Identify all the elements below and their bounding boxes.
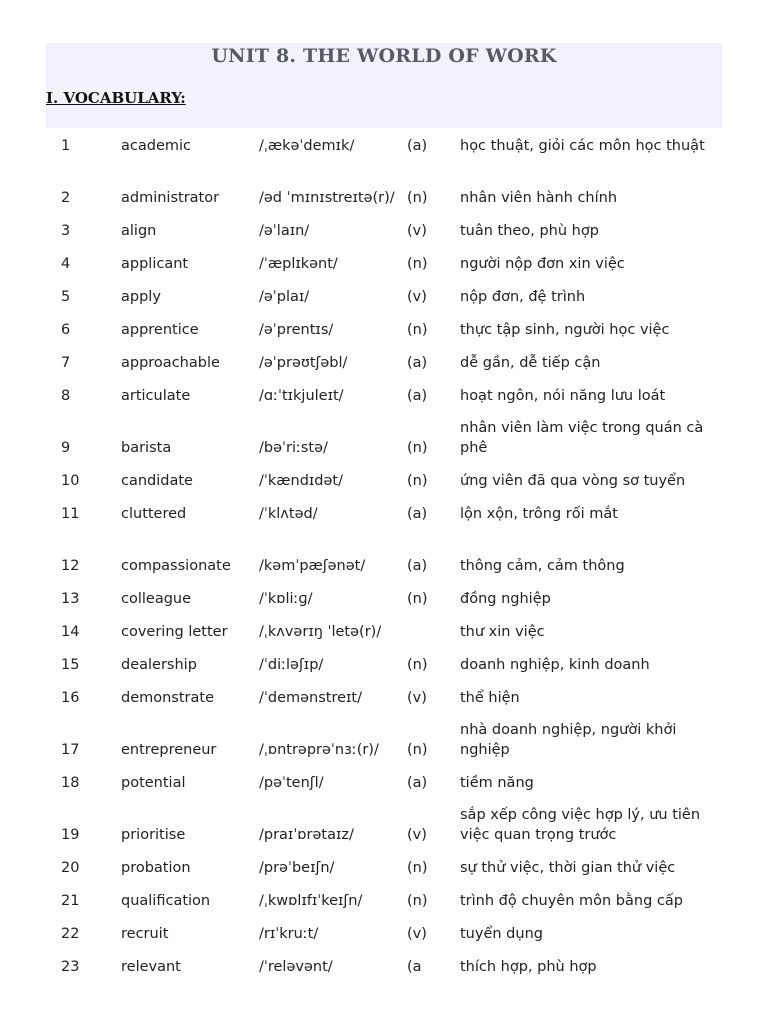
part-of-speech: (v) [407,289,427,305]
part-of-speech: (v) [407,690,427,706]
vietnamese-meaning: tuyển dụng [460,926,543,942]
table-row [0,377,768,410]
row-number: 13 [61,591,80,607]
part-of-speech: (n) [407,742,428,758]
vocab-word: relevant [121,959,181,975]
part-of-speech: (a) [407,775,428,791]
vietnamese-meaning: đồng nghiệp [460,591,551,607]
table-row [0,495,768,528]
table-row [0,344,768,377]
table-row [0,245,768,278]
vocab-word: administrator [121,190,220,206]
part-of-speech: (a) [407,558,428,574]
part-of-speech: (n) [407,440,428,456]
vietnamese-meaning: thích hợp, phù hợp [460,959,597,975]
row-number: 11 [61,506,80,522]
row-number: 17 [61,742,80,758]
vocab-word: colleague [121,591,192,607]
table-row [0,462,768,495]
part-of-speech: (n) [407,657,428,673]
pronunciation: /bəˈriːstə/ [259,440,328,456]
part-of-speech: (a) [407,506,428,522]
vietnamese-meaning: dễ gần, dễ tiếp cận [460,355,601,371]
table-row [0,528,768,580]
vietnamese-meaning: sắp xếp công việc hợp lý, ưu tiên việc quan trọng trước [460,807,701,843]
table-row [0,613,768,646]
part-of-speech: (n) [407,860,428,876]
vocab-word: compassionate [121,558,231,574]
part-of-speech: (v) [407,223,427,239]
table-row [0,915,768,948]
vocab-word: probation [121,860,191,876]
vietnamese-meaning: thư xin việc [460,624,545,640]
pronunciation: /prəˈbeɪʃn/ [259,860,335,876]
row-number: 3 [61,223,71,239]
part-of-speech: (n) [407,190,428,206]
vocab-word: cluttered [121,506,187,522]
vocab-word: apply [121,289,161,305]
vocab-word: covering letter [121,624,228,640]
pronunciation: /əˈplaɪ/ [259,289,310,305]
row-number: 7 [61,355,71,371]
table-row [0,948,768,981]
pronunciation: /ˌkwɒlɪfɪˈkeɪʃn/ [259,893,363,909]
table-row [0,410,768,462]
pronunciation: /ˌkʌvərɪŋ ˈletə(r)/ [259,624,382,640]
row-number: 20 [61,860,80,876]
row-number: 23 [61,959,80,975]
row-number: 4 [61,256,71,272]
pronunciation: /əˈprentɪs/ [259,322,334,338]
part-of-speech: (a) [407,138,428,154]
part-of-speech: (a [407,959,422,975]
row-number: 14 [61,624,80,640]
pronunciation: /ˌɒntrəprəˈnɜː(r)/ [259,742,379,758]
table-row [0,160,768,212]
pronunciation: /əd ˈmɪnɪstreɪtə(r)/ [259,190,395,206]
vocab-word: demonstrate [121,690,215,706]
row-number: 21 [61,893,80,909]
table-row [0,646,768,679]
table-row [0,764,768,797]
part-of-speech: (n) [407,256,428,272]
pronunciation: /ɑːˈtɪkjuleɪt/ [259,388,344,404]
pronunciation: /ˈæplɪkənt/ [259,256,338,272]
vietnamese-meaning: hoạt ngôn, nói năng lưu loát [460,388,666,404]
vietnamese-meaning: nhân viên hành chính [460,190,618,206]
row-number: 16 [61,690,80,706]
vocab-word: align [121,223,157,239]
part-of-speech: (v) [407,926,427,942]
pronunciation: /kəmˈpæʃənət/ [259,558,366,574]
pronunciation: /ˈklʌtəd/ [259,506,318,522]
table-row [0,679,768,712]
pronunciation: /rɪˈkruːt/ [259,926,319,942]
pronunciation: /pəˈtenʃl/ [259,775,324,791]
part-of-speech: (n) [407,322,428,338]
vietnamese-meaning: sự thử việc, thời gian thử việc [460,860,676,876]
row-number: 5 [61,289,71,305]
vocab-word: recruit [121,926,169,942]
vietnamese-meaning: tuân theo, phù hợp [460,223,599,239]
table-row [0,278,768,311]
vietnamese-meaning: thông cảm, cảm thông [460,558,625,574]
section-heading: I. VOCABULARY: [46,89,186,107]
pronunciation: /əˈlaɪn/ [259,223,310,239]
pronunciation: /ˌækəˈdemɪk/ [259,138,355,154]
table-row [0,712,768,764]
row-number: 9 [61,440,71,456]
row-number: 18 [61,775,80,791]
vocabulary-table [0,128,768,981]
vocab-word: dealership [121,657,197,673]
part-of-speech: (n) [407,473,428,489]
table-row [0,580,768,613]
vietnamese-meaning: lộn xộn, trông rối mắt [460,506,618,522]
vocab-word: barista [121,440,172,456]
vocab-word: approachable [121,355,220,371]
vietnamese-meaning: thể hiện [460,690,520,706]
vocab-word: qualification [121,893,211,909]
page-title: UNIT 8. THE WORLD OF WORK [211,45,557,67]
row-number: 19 [61,827,80,843]
vietnamese-meaning: tiềm năng [460,775,534,791]
pronunciation: /ˈkɒliːɡ/ [259,591,313,607]
vocab-word: entrepreneur [121,742,217,758]
vocab-word: applicant [121,256,189,272]
table-row [0,128,768,160]
row-number: 1 [61,138,71,154]
vietnamese-meaning: nhà doanh nghiệp, người khởi nghiệp [460,722,677,758]
table-row [0,212,768,245]
row-number: 15 [61,657,80,673]
row-number: 12 [61,558,80,574]
pronunciation: /ˈkændɪdət/ [259,473,343,489]
part-of-speech: (n) [407,893,428,909]
vocab-word: academic [121,138,191,154]
vocab-word: potential [121,775,186,791]
row-number: 22 [61,926,80,942]
vietnamese-meaning: ứng viên đã qua vòng sơ tuyển [460,473,686,489]
pronunciation: /ˈreləvənt/ [259,959,333,975]
table-row [0,882,768,915]
part-of-speech: (a) [407,388,428,404]
pronunciation: /praɪˈɒrətaɪz/ [259,827,354,843]
row-number: 6 [61,322,71,338]
table-row [0,797,768,849]
part-of-speech: (v) [407,827,427,843]
vietnamese-meaning: doanh nghiệp, kinh doanh [460,657,650,673]
vietnamese-meaning: trình độ chuyên môn bằng cấp [460,893,683,909]
vietnamese-meaning: nhân viên làm việc trong quán cà phê [460,420,704,456]
pronunciation: /əˈprəʊtʃəbl/ [259,355,348,371]
vocab-word: prioritise [121,827,186,843]
vietnamese-meaning: học thuật, giỏi các môn học thuật [460,138,705,154]
row-number: 8 [61,388,71,404]
vocab-word: candidate [121,473,193,489]
vietnamese-meaning: người nộp đơn xin việc [460,256,625,272]
vietnamese-meaning: nộp đơn, đệ trình [460,289,586,305]
pronunciation: /ˈdemənstreɪt/ [259,690,362,706]
row-number: 10 [61,473,80,489]
vocab-word: apprentice [121,322,199,338]
table-row [0,849,768,882]
row-number: 2 [61,190,71,206]
table-row [0,311,768,344]
vocab-word: articulate [121,388,191,404]
vietnamese-meaning: thực tập sinh, người học việc [460,322,670,338]
part-of-speech: (a) [407,355,428,371]
part-of-speech: (n) [407,591,428,607]
pronunciation: /ˈdiːləʃɪp/ [259,657,324,673]
